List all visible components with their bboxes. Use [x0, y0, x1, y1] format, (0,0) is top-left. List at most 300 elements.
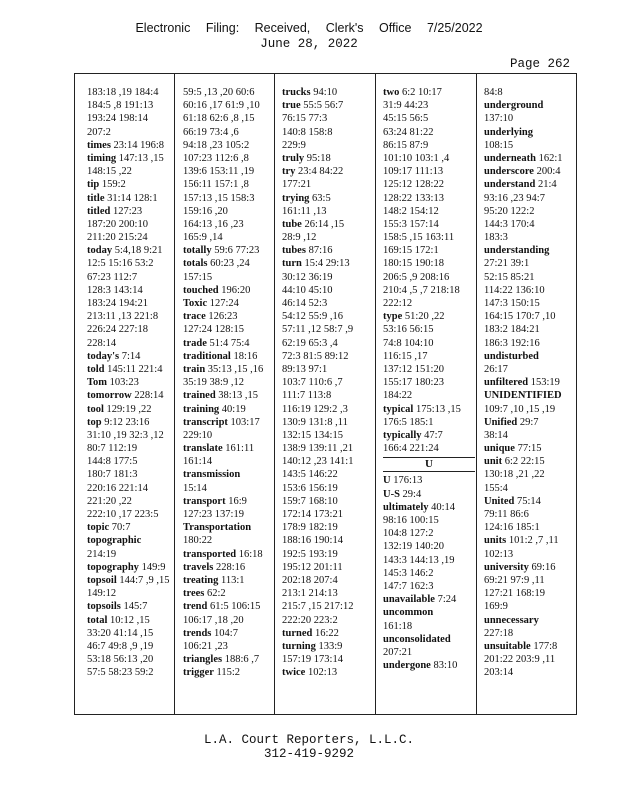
index-line	[383, 633, 475, 646]
index-line: 153:6 156:19	[282, 482, 338, 494]
index-headword: university	[484, 561, 529, 573]
index-line: 157:13 ,15 158:3	[183, 192, 255, 204]
index-line: 164:13 ,16 ,23	[183, 218, 244, 230]
index-line: 228:14	[87, 337, 117, 349]
index-line: 30:12 36:19	[282, 271, 333, 283]
index-line: 127:24 128:15	[183, 324, 244, 336]
index-headword: unit	[484, 456, 503, 468]
index-line	[484, 244, 562, 257]
index-line: understand 21:4	[484, 179, 557, 191]
index-headword: unconsolidated	[383, 633, 451, 645]
index-line: Toxic 127:24	[183, 298, 239, 309]
index-line: 76:15 77:3	[282, 113, 328, 125]
index-line: 220:16 221:14	[87, 482, 148, 494]
index-line: 183:24 194:21	[87, 298, 148, 309]
page-number: Page 262	[510, 57, 571, 71]
index-line: 74:8 104:10	[383, 337, 434, 349]
index-headword: travels	[183, 561, 214, 573]
index-line: topsoils 145:7	[87, 601, 148, 613]
index-line	[383, 606, 475, 619]
index-line: 130:18 ,21 ,22	[484, 469, 545, 481]
index-column-5	[484, 86, 562, 679]
index-line: 203:14	[484, 667, 514, 679]
index-line: timing 147:13 ,15	[87, 152, 164, 164]
index-line: 102:13	[484, 548, 514, 560]
index-headword: Transportation	[183, 522, 252, 534]
index-headword: transport	[183, 495, 226, 507]
index-headword: two	[383, 87, 400, 98]
index-line: 114:22 136:10	[484, 284, 545, 296]
index-line: 132:19 140:20	[383, 541, 444, 553]
reporter-phone: 312-419-9292	[263, 747, 354, 761]
index-line: 46:7 49:8 ,9 ,19	[87, 640, 154, 652]
index-line: transport 16:9	[183, 495, 247, 507]
index-headword: trained	[183, 390, 216, 402]
index-headword: uncommon	[383, 607, 434, 619]
index-line: 202:18 207:4	[282, 574, 338, 586]
index-column-4	[383, 86, 475, 672]
index-line: 66:19 73:4 ,6	[183, 126, 239, 138]
index-line: 52:15 85:21	[484, 271, 535, 283]
index-line: 138:9 139:11 ,21	[282, 443, 354, 455]
index-line: trees 62:2	[183, 588, 226, 600]
index-line: 213:11 ,13 221:8	[87, 311, 159, 323]
index-line: 127:23 137:19	[183, 509, 244, 520]
index-line: train 35:13 ,15 ,16	[183, 363, 264, 375]
index-headword: titled	[87, 205, 111, 217]
index-headword: type	[383, 311, 403, 323]
index-line: treating 113:1	[183, 574, 245, 586]
index-line: 184:22	[383, 390, 413, 402]
index-line: 116:19 129:2 ,3	[282, 403, 348, 415]
index-line: 111:7 113:8	[282, 390, 332, 402]
column-divider	[476, 74, 477, 714]
index-line: 15:14	[183, 482, 207, 494]
index-line: topic 70:7	[87, 522, 131, 534]
index-line: titled 127:23	[87, 205, 143, 217]
index-headword: topsoils	[87, 601, 121, 613]
index-headword: turn	[282, 258, 302, 270]
index-line: 124:16 185:1	[484, 522, 540, 534]
index-line: turning 133:9	[282, 640, 343, 652]
index-headword: told	[87, 363, 105, 375]
index-line: 28:9 ,12	[282, 232, 317, 244]
index-headword: topographic	[87, 535, 142, 547]
index-line: trend 61:5 106:15	[183, 601, 261, 613]
index-headword: trends	[183, 627, 212, 639]
index-headword: undisturbed	[484, 350, 539, 362]
index-line: 206:5 ,9 208:16	[383, 271, 450, 283]
index-headword: United	[484, 495, 515, 507]
index-line: tomorrow 228:14	[87, 390, 164, 402]
index-line: undergone 83:10	[383, 660, 458, 672]
index-line: 106:21 ,23	[183, 640, 228, 652]
index-line: tip 159:2	[87, 179, 126, 191]
index-line: 103:7 110:6 ,7	[282, 377, 343, 389]
index-line: times 23:14 196:8	[87, 139, 165, 151]
index-headword: tube	[282, 218, 302, 230]
index-line: turned 16:22	[282, 627, 339, 639]
index-headword: tomorrow	[87, 390, 132, 402]
index-line: 210:4 ,5 ,7 218:18	[383, 284, 460, 296]
index-line: told 145:11 221:4	[87, 363, 163, 375]
index-line: trucks 94:10	[282, 87, 338, 98]
index-line: 53:16 56:15	[383, 324, 434, 336]
index-headword: timing	[87, 152, 117, 164]
index-line	[183, 521, 263, 534]
index-line: 61:18 62:6 ,8 ,15	[183, 113, 255, 125]
index-line: 214:19	[87, 548, 117, 560]
index-line: trigger 115:2	[183, 667, 241, 679]
index-line: 229:10	[183, 429, 213, 441]
index-headword: truly	[282, 152, 305, 164]
index-headword: Unified	[484, 416, 518, 428]
index-line: 35:19 38:9 ,12	[183, 377, 244, 389]
index-line: total 10:12 ,15	[87, 614, 150, 626]
index-line: 165:9 ,14	[183, 232, 223, 244]
index-headword: U	[383, 475, 391, 487]
index-headword: unavailable	[383, 594, 435, 606]
index-headword: topsoil	[87, 574, 117, 586]
index-headword: triangles	[183, 654, 223, 666]
index-line: 180:15 190:18	[383, 258, 444, 270]
index-line: unavailable 7:24	[383, 594, 457, 606]
index-line: 161:18	[383, 620, 413, 632]
index-headword: transcript	[183, 416, 228, 428]
index-line: 158:5 ,15 163:11	[383, 232, 455, 244]
index-line: underneath 162:1	[484, 152, 563, 164]
index-line: 98:16 100:15	[383, 515, 439, 527]
index-headword: training	[183, 403, 220, 415]
filing-word: Clerk's	[325, 21, 364, 35]
index-line: 176:5 185:1	[383, 416, 434, 428]
index-headword: trade	[183, 337, 207, 349]
hearing-date: June 28, 2022	[260, 37, 358, 51]
word-index-frame	[74, 73, 577, 715]
index-line: 137:12 151:20	[383, 363, 444, 375]
index-line: unsuitable 177:8	[484, 640, 558, 652]
index-line: 89:13 97:1	[282, 363, 328, 375]
index-line: 148:15 ,22	[87, 166, 132, 178]
index-line: touched 196:20	[183, 284, 251, 296]
index-line: 155:3 157:14	[383, 218, 439, 230]
index-headword: understand	[484, 179, 536, 191]
index-line: 177:21	[282, 179, 312, 191]
index-line: 31:10 ,19 32:3 ,12	[87, 429, 164, 441]
index-line: 44:10 45:10	[282, 284, 333, 296]
index-line: 128:3 143:14	[87, 284, 143, 296]
index-headword: transmission	[183, 469, 241, 481]
index-line: 95:20 122:2	[484, 205, 535, 217]
index-line: transcript 103:17	[183, 416, 260, 428]
column-divider	[375, 74, 376, 714]
index-line: tool 129:19 ,22	[87, 403, 152, 415]
index-line: traditional 18:16	[183, 350, 258, 362]
index-headword: topic	[87, 522, 110, 534]
index-headword: trees	[183, 588, 205, 600]
index-headword: train	[183, 363, 206, 375]
filing-word: Received,	[254, 21, 311, 35]
index-line: 67:23 112:7	[87, 271, 138, 283]
index-headword: underscore	[484, 166, 534, 178]
index-line: totally 59:6 77:23	[183, 245, 260, 257]
index-line: 26:17	[484, 363, 508, 375]
index-line: 226:24 227:18	[87, 324, 148, 336]
index-line: 169:15 172:1	[383, 245, 439, 257]
index-line: 166:4 221:24	[383, 443, 439, 455]
index-line	[484, 389, 562, 402]
index-headword: totally	[183, 245, 212, 257]
index-line: 188:16 190:14	[282, 535, 343, 547]
index-line: 140:12 ,23 141:1	[282, 456, 354, 468]
index-line: 63:24 81:22	[383, 126, 434, 138]
index-line: turn 15:4 29:13	[282, 258, 350, 270]
index-headword: tip	[87, 179, 100, 191]
index-line: tube 26:14 ,15	[282, 218, 345, 230]
index-line: 227:18	[484, 627, 514, 639]
filing-word: 7/25/2022	[426, 21, 483, 35]
index-line: underscore 200:4	[484, 166, 561, 178]
index-line: 184:5 ,8 191:13	[87, 100, 154, 112]
index-line: 127:21 168:19	[484, 588, 545, 600]
index-headword: topography	[87, 561, 139, 573]
index-headword: UNIDENTIFIED	[484, 390, 562, 402]
index-line: 207:21	[383, 646, 413, 658]
index-line: 53:18 56:13 ,20	[87, 654, 154, 666]
index-headword: traditional	[183, 350, 231, 362]
index-line: 139:6 153:11 ,19	[183, 166, 255, 178]
index-line: 144:8 177:5	[87, 456, 138, 468]
index-column-3	[282, 86, 353, 679]
index-headword: treating	[183, 574, 219, 586]
index-line: topography 149:9	[87, 561, 166, 573]
index-line: totals 60:23 ,24	[183, 258, 250, 270]
index-headword: underground	[484, 100, 544, 112]
index-line: 57:11 ,12 58:7 ,9	[282, 324, 354, 336]
index-headword: undergone	[383, 660, 431, 672]
index-line: typically 47:7	[383, 429, 443, 441]
index-line: 222:10 ,17 223:5	[87, 509, 159, 520]
index-line: 104:8 127:2	[383, 528, 434, 540]
filing-word: Office	[379, 21, 412, 35]
index-line: 147:3 150:15	[484, 298, 540, 309]
index-headword: typical	[383, 403, 414, 415]
index-line: 156:11 157:1 ,8	[183, 179, 249, 191]
index-headword: top	[87, 416, 102, 428]
index-line: 222:20 223:2	[282, 614, 338, 626]
index-line: 164:15 170:7 ,10	[484, 311, 556, 323]
index-headword: true	[282, 100, 301, 112]
index-line: 107:23 112:6 ,8	[183, 152, 249, 164]
index-line: 155:4	[484, 482, 508, 494]
index-line: 215:7 ,15 217:12	[282, 601, 354, 613]
index-line: 57:5 58:23 59:2	[87, 667, 154, 679]
index-line: triangles 188:6 ,7	[183, 654, 260, 666]
index-line: 149:12	[87, 588, 117, 600]
index-headword: today's	[87, 350, 120, 362]
index-column-2	[183, 86, 263, 679]
reporter-company: L.A. Court Reporters, L.L.C.	[203, 733, 415, 747]
index-line: ultimately 40:14	[383, 501, 456, 513]
index-line: 60:16 ,17 61:9 ,10	[183, 100, 260, 112]
index-line: 183:18 ,19 184:4	[87, 87, 159, 98]
index-line: 45:15 56:5	[383, 113, 429, 125]
index-line: 207:2	[87, 126, 111, 138]
index-line: 106:17 ,18 ,20	[183, 614, 244, 626]
filing-word: Electronic	[135, 21, 191, 35]
index-headword: tubes	[282, 245, 306, 257]
index-line: U-S 29:4	[383, 488, 422, 500]
index-line	[484, 614, 562, 627]
index-line: truly 95:18	[282, 152, 331, 164]
index-line: type 51:20 ,22	[383, 311, 445, 323]
index-headword: try	[282, 166, 296, 178]
index-line: 143:5 146:22	[282, 469, 338, 481]
index-line	[484, 350, 562, 363]
index-line: 159:16 ,20	[183, 205, 228, 217]
index-headword: Toxic	[183, 298, 208, 309]
index-line: 211:20 215:24	[87, 232, 148, 244]
index-line: 145:3 146:2	[383, 567, 434, 579]
index-line: 183:2 184:21	[484, 324, 540, 336]
index-line: typical 175:13 ,15	[383, 403, 461, 415]
index-headword: total	[87, 614, 108, 626]
index-headword: today	[87, 245, 113, 257]
index-headword: tool	[87, 403, 104, 415]
index-line: 94:18 ,23 105:2	[183, 139, 250, 151]
index-line: 27:21 39:1	[484, 258, 530, 270]
index-headword: totals	[183, 258, 208, 270]
index-line: true 55:5 56:7	[282, 100, 344, 112]
index-letter-heading: U	[383, 457, 475, 472]
index-line: 31:9 44:23	[383, 100, 429, 112]
index-line: 128:22 133:13	[383, 192, 444, 204]
index-line: transported 16:18	[183, 548, 263, 560]
index-line: 59:5 ,13 ,20 60:6	[183, 87, 255, 98]
index-line: today 5:4,18 9:21	[87, 245, 163, 257]
index-line: top 9:12 23:16	[87, 416, 150, 428]
index-line: 161:11 ,13	[282, 205, 327, 217]
index-line: 180:22	[183, 535, 213, 547]
index-line: 108:15	[484, 139, 514, 151]
index-line: twice 102:13	[282, 667, 338, 679]
index-line: trade 51:4 75:4	[183, 337, 250, 349]
index-line: 140:8 158:8	[282, 126, 333, 138]
index-headword: times	[87, 139, 111, 151]
index-line: 143:3 144:13 ,19	[383, 554, 455, 566]
index-line: two 6:2 10:17	[383, 87, 442, 98]
index-line: 221:20 ,22	[87, 495, 132, 507]
index-line: trace 126:23	[183, 311, 238, 323]
index-line: 125:12 128:22	[383, 179, 444, 191]
index-line: 180:7 181:3	[87, 469, 138, 481]
index-headword: trigger	[183, 667, 214, 679]
index-line: topsoil 144:7 ,9 ,15	[87, 574, 170, 586]
index-line	[183, 468, 263, 481]
index-line: trained 38:13 ,15	[183, 390, 258, 402]
index-line: 132:15 134:15	[282, 429, 343, 441]
index-line: 186:3 192:16	[484, 337, 540, 349]
index-line: 79:11 86:6	[484, 509, 529, 520]
index-line: unit 6:2 22:15	[484, 456, 545, 468]
filing-header	[0, 21, 618, 35]
index-headword: underneath	[484, 152, 536, 164]
index-headword: transported	[183, 548, 237, 560]
index-column-1	[87, 86, 170, 679]
index-line: 144:3 170:4	[484, 218, 535, 230]
index-line: 157:15	[183, 271, 213, 283]
index-line: 38:14	[484, 429, 508, 441]
index-line: Tom 103:23	[87, 377, 139, 389]
index-line: 193:24 198:14	[87, 113, 148, 125]
index-line	[87, 534, 170, 547]
index-line: 192:5 193:19	[282, 548, 338, 560]
index-line: 195:12 201:11	[282, 561, 343, 573]
index-line: 161:14	[183, 456, 213, 468]
index-line: translate 161:11	[183, 443, 255, 455]
index-line: 148:2 154:12	[383, 205, 439, 217]
index-line: travels 228:16	[183, 561, 246, 573]
index-headword: trace	[183, 311, 206, 323]
index-headword: trend	[183, 601, 208, 613]
index-headword: ultimately	[383, 501, 429, 513]
index-line: 12:5 15:16 53:2	[87, 258, 154, 270]
column-divider	[174, 74, 175, 714]
index-line: United 75:14	[484, 495, 541, 507]
index-headword: turning	[282, 640, 316, 652]
index-line: trends 104:7	[183, 627, 238, 639]
index-line: 159:7 168:10	[282, 495, 338, 507]
index-line: unfiltered 153:19	[484, 377, 560, 389]
index-line: 201:22 203:9 ,11	[484, 654, 556, 666]
index-line: 222:12	[383, 298, 413, 309]
index-line: university 69:16	[484, 561, 556, 573]
index-line: 213:1 214:13	[282, 588, 338, 600]
index-headword: translate	[183, 443, 223, 455]
index-line: Unified 29:7	[484, 416, 539, 428]
index-line: title 31:14 128:1	[87, 192, 158, 204]
index-line	[484, 126, 562, 139]
index-headword: Tom	[87, 377, 108, 389]
index-headword: unique	[484, 443, 515, 455]
index-line: 33:20 41:14 ,15	[87, 627, 154, 639]
index-headword: understanding	[484, 245, 550, 257]
index-line: 183:3	[484, 232, 508, 244]
index-line: 169:9	[484, 601, 508, 613]
index-headword: turned	[282, 627, 313, 639]
index-line: 187:20 200:10	[87, 218, 148, 230]
index-headword: twice	[282, 667, 306, 679]
index-line: unique 77:15	[484, 443, 542, 455]
index-headword: trying	[282, 192, 310, 204]
index-line: 116:15 ,17	[383, 350, 428, 362]
index-line: 109:17 111:13	[383, 166, 444, 178]
filing-word: Filing:	[205, 21, 240, 35]
index-line: U 176:13	[383, 475, 423, 487]
index-headword: unfiltered	[484, 377, 529, 389]
index-line: 72:3 81:5 89:12	[282, 350, 349, 362]
index-line: trying 63:5	[282, 192, 331, 204]
index-line: try 23:4 84:22	[282, 166, 344, 178]
index-headword: touched	[183, 284, 219, 296]
index-line: 155:17 180:23	[383, 377, 444, 389]
index-line: units 101:2 ,7 ,11	[484, 535, 559, 547]
index-line: tubes 87:16	[282, 245, 333, 257]
index-line: 93:16 ,23 94:7	[484, 192, 545, 204]
index-line	[484, 99, 562, 112]
index-line: today's 7:14	[87, 350, 141, 362]
column-divider	[274, 74, 275, 714]
